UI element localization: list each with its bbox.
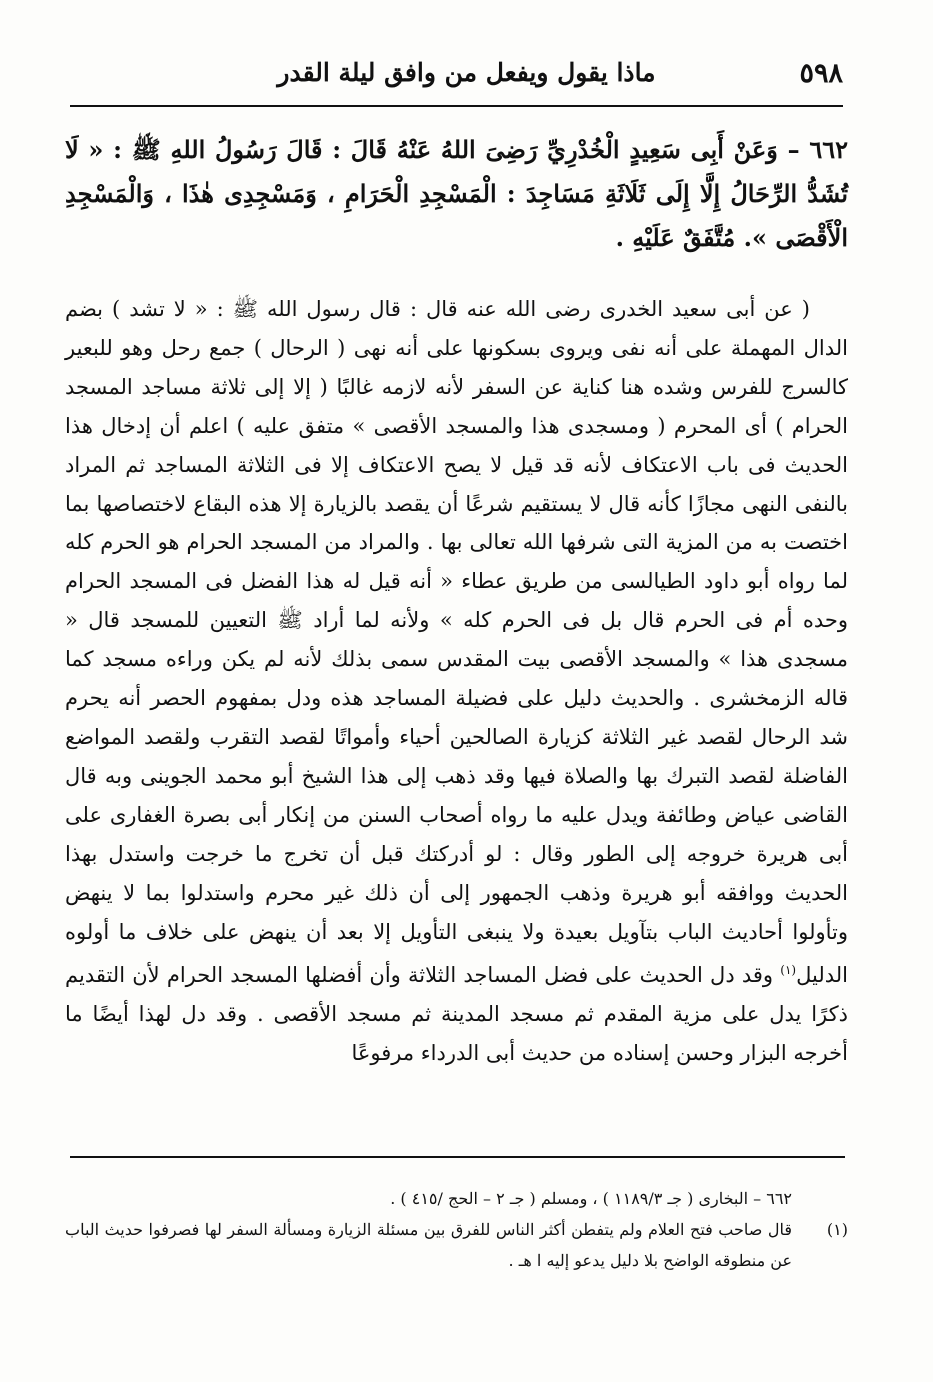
- footnotes: [65, 1183, 848, 1276]
- footnote-source: [65, 1183, 848, 1214]
- commentary-paragraph: [65, 290, 848, 1073]
- page-header: [70, 50, 863, 104]
- footnote-mark: [792, 1183, 848, 1214]
- footnote-mark: (١): [826, 1220, 848, 1239]
- commentary-text-part-1: ( عن أبى سعيد الخدرى رضى الله عنه قال : قال رسول الله ﷺ : « لا تشد ) بضم الدال المهملة على أنه نفى ويروى بسكونها على أنه نهى ( الرحال ) جمع رحل وهو للبعير كالسرج للفرس وشده هنا كناية عن السفر لأنه لازمه غالبًا ( إلا إلى ثلاثة مساجد المسجد الحرام ) أى المحرم ( ومسجدى هذا والمسجد الأقصى » متفق عليه ) اعلم أن إدخال هذا الحديث فى باب الاعتكاف لأنه قد قيل لا يصح الاعتكاف إلا فى الثلاثة المساجد ثم المراد بالنفى النهى مجازًا كأنه قال لا يستقيم شرعًا أن يقصد بالزيارة إلا هذه البقاع لاختصاصها بما اختصت به من المزية التى شرفها الله تعالى بها . والمراد من المسجد الحرام هو الحرم كله لما رواه أبو داود الطيالسى من طريق عطاء « أنه قيل له هذا الفضل فى المسجد الحرام وحده أم فى الحرم قال بل فى الحرم كله » ولأنه لما أراد ﷺ التعيين للمسجد قال « مسجدى هذا » والمسجد الأقصى بيت المقدس سمى بذلك لأنه لم يكن وراءه مسجد كما قاله الزمخشرى . والحديث دليل على فضيلة المساجد هذه ودل بمفهوم الحصر أنه يحرم شد الرحال لقصد غير الثلاثة كزيارة الصالحين أحياء وأمواتًا لقصد التقرب ولقصد المواضع الفاضلة لقصد التبرك بها والصلاة فيها وقد ذهب إلى هذا الشيخ أبو محمد الجوينى وبه قال القاضى عياض وطائفة ويدل عليه ما رواه أصحاب السنن من إنكار أبى بصرة الغفارى على أبى هريرة خروجه إلى الطور وقال : لو أدركتك قبل أن تخرج ما خرجت واستدل بهذا الحديث ووافقه أبو هريرة وذهب الجمهور إلى أن ذلك غير محرم واستدلوا بما لا ينهض وتأولوا أحاديث الباب بتآويل بعيدة ولا ينبغى التأويل إلا بعد أن ينهض على خلاف ما أولوه الدليل: [65, 297, 848, 988]
- running-title: ماذا يقول ويفعل من وافق ليلة القدر: [277, 58, 656, 87]
- hadith-text: ٦٦٢ – وَعَنْ أَبِى سَعِيدٍ الْخُدْرِيِّ رَضِىَ اللهُ عَنْهُ قَالَ : قَالَ رَسُولُ اللهِ ﷺ : « لَا تُشَدُّ الرِّحَالُ إِلَّا إِلَى ثَلَاثَةِ مَسَاجِدَ : الْمَسْجِدِ الْحَرَامِ ، وَمَسْجِدِى هٰذَا ، وَالْمَسْجِدِ الْأَقْصَى ». مُتَّفَقٌ عَلَيْهِ .: [65, 135, 848, 252]
- commentary-text-part-2: وقد دل الحديث على فضل المساجد الثلاثة وأن أفضلها المسجد الحرام لأن التقديم ذكرًا يدل على مزية المقدم ثم مسجد المدينة ثم مسجد الأقصى . وقد دل لهذا أيضًا ما أخرجه البزار وحسن إسناده من حديث أبى الدرداء مرفوعًا: [65, 963, 848, 1066]
- footnote-text: قال صاحب فتح العلام ولم يتفطن أكثر الناس للفرق بين مسئلة الزيارة ومسألة السفر لها فصرفوا حديث الباب عن منطوقه الواضح بلا دليل يدعو إليه ا هـ .: [65, 1220, 792, 1270]
- header-rule: [70, 105, 843, 107]
- page-number: ٥٩٨: [799, 58, 843, 89]
- footnote-1: [65, 1214, 848, 1276]
- footnote-text: ٦٦٢ – البخارى ( جـ ١١٨٩/٣ ) ، ومسلم ( جـ ٢ – الحج /٤١٥ ) .: [390, 1189, 792, 1208]
- commentary: [65, 290, 848, 1073]
- footnote-ref: (١): [780, 963, 797, 978]
- footnote-rule: [70, 1156, 845, 1158]
